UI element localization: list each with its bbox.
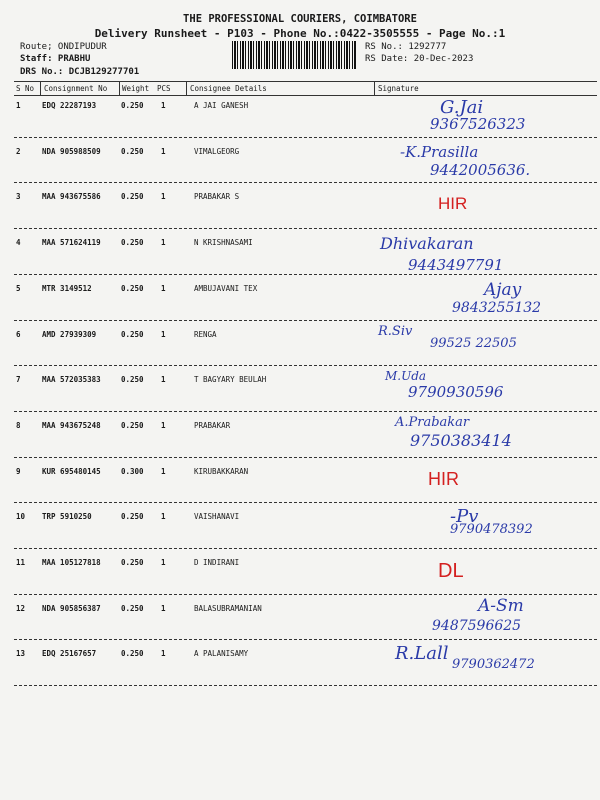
consignment-number: KUR 695480145 bbox=[42, 466, 101, 476]
signature-mark: A.Prabakar bbox=[395, 414, 470, 430]
col-header-weight: Weight bbox=[122, 84, 150, 93]
consignment-number: MAA 105127818 bbox=[42, 558, 101, 567]
route-label: Route; ONDIPUDUR bbox=[20, 42, 107, 52]
col-header-pcs: PCS bbox=[157, 84, 171, 93]
row-separator bbox=[14, 685, 597, 686]
col-header-sno: S No bbox=[16, 84, 35, 93]
col-divider bbox=[119, 82, 120, 95]
consignee-name: VAISHANAVI bbox=[194, 512, 240, 522]
consignee-name: PRABAKAR S bbox=[194, 192, 240, 202]
weight-value: 0.250 bbox=[121, 329, 144, 339]
signature-phone: 99525 22505 bbox=[430, 335, 517, 351]
serial-number: 7 bbox=[16, 375, 21, 385]
serial-number: 8 bbox=[16, 420, 21, 430]
header-bottom-rule bbox=[14, 95, 597, 96]
consignment-number: EDQ 22287193 bbox=[42, 101, 97, 110]
consignee-name: BALASUBRAMANIAN bbox=[194, 603, 262, 613]
row-separator bbox=[14, 457, 597, 458]
pcs-count: 1 bbox=[161, 466, 166, 476]
serial-number: 11 bbox=[16, 558, 26, 567]
row-separator bbox=[14, 274, 597, 275]
row-separator bbox=[14, 320, 597, 321]
weight-value: 0.250 bbox=[121, 649, 144, 659]
signature-mark: HIR bbox=[438, 194, 468, 214]
consignee-name: A PALANISAMY bbox=[194, 649, 249, 659]
consignment-number: NDA 905988509 bbox=[42, 146, 101, 156]
runsheet-subtitle: Delivery Runsheet - P103 - Phone No.:0422-3505555 - Page No.:1 bbox=[94, 27, 506, 40]
serial-number: 3 bbox=[16, 192, 21, 202]
signature-mark: HIR bbox=[428, 468, 459, 489]
consignment-number: MTR 3149512 bbox=[42, 283, 92, 293]
pcs-count: 1 bbox=[161, 558, 166, 567]
serial-number: 10 bbox=[16, 512, 26, 522]
col-divider bbox=[40, 82, 41, 95]
consignee-name: T BAGYARY BEULAH bbox=[194, 375, 267, 385]
consignment-number: MAA 572035383 bbox=[42, 375, 101, 385]
pcs-count: 1 bbox=[161, 192, 166, 202]
pcs-count: 1 bbox=[161, 649, 166, 659]
signature-phone: 9442005636. bbox=[430, 160, 531, 179]
weight-value: 0.250 bbox=[121, 420, 144, 430]
signature-phone: 9487596625 bbox=[432, 617, 522, 634]
weight-value: 0.250 bbox=[121, 238, 144, 248]
signature-mark: -Pv bbox=[450, 506, 479, 528]
consignee-name: A JAI GANESH bbox=[194, 101, 249, 110]
pcs-count: 1 bbox=[161, 101, 166, 110]
row-separator bbox=[14, 594, 597, 595]
signature-mark: A-Sm bbox=[478, 595, 524, 616]
weight-value: 0.250 bbox=[121, 603, 144, 613]
row-separator bbox=[14, 502, 597, 503]
pcs-count: 1 bbox=[161, 283, 166, 293]
col-divider bbox=[374, 82, 375, 95]
barcode bbox=[232, 41, 356, 69]
serial-number: 12 bbox=[16, 603, 26, 613]
row-separator bbox=[14, 365, 597, 366]
row-separator bbox=[14, 137, 597, 138]
pcs-count: 1 bbox=[161, 512, 166, 522]
col-header-signature: Signature bbox=[378, 84, 419, 93]
signature-mark: Dhivakaran bbox=[380, 234, 474, 254]
serial-number: 5 bbox=[16, 283, 21, 293]
weight-value: 0.250 bbox=[121, 283, 144, 293]
consignment-number: AMD 27939309 bbox=[42, 329, 97, 339]
pcs-count: 1 bbox=[161, 238, 166, 248]
pcs-count: 1 bbox=[161, 375, 166, 385]
pcs-count: 1 bbox=[161, 329, 166, 339]
weight-value: 0.250 bbox=[121, 512, 144, 522]
signature-phone: 9790362472 bbox=[452, 657, 535, 673]
serial-number: 13 bbox=[16, 649, 26, 659]
row-separator bbox=[14, 182, 597, 183]
consignee-name: AMBUJAVANI TEX bbox=[194, 283, 258, 293]
col-header-consignment: Consignment No bbox=[44, 84, 108, 93]
consignee-name: PRABAKAR bbox=[194, 420, 231, 430]
weight-value: 0.250 bbox=[121, 146, 144, 156]
consignee-name: VIMALGEORG bbox=[194, 146, 240, 156]
pcs-count: 1 bbox=[161, 146, 166, 156]
weight-value: 0.250 bbox=[121, 192, 144, 202]
serial-number: 6 bbox=[16, 329, 21, 339]
signature-mark: Ajay bbox=[484, 279, 522, 300]
serial-number: 4 bbox=[16, 238, 21, 248]
pcs-count: 1 bbox=[161, 420, 166, 430]
col-header-consignee: Consignee Details bbox=[190, 84, 267, 93]
row-separator bbox=[14, 411, 597, 412]
consignment-number: EDQ 25167657 bbox=[42, 649, 97, 659]
consignment-number: MAA 943675248 bbox=[42, 420, 101, 430]
signature-phone: 9750383414 bbox=[410, 430, 512, 450]
weight-value: 0.250 bbox=[121, 375, 144, 385]
serial-number: 2 bbox=[16, 146, 21, 156]
consignee-name: D INDIRANI bbox=[194, 558, 240, 567]
consignee-name: RENGA bbox=[194, 329, 217, 339]
rs-number: RS No.: 1292777 bbox=[365, 42, 447, 52]
signature-mark: G.Jai bbox=[440, 97, 484, 118]
signature-phone: 9367526323 bbox=[430, 115, 526, 133]
weight-value: 0.300 bbox=[121, 466, 144, 476]
row-separator bbox=[14, 228, 597, 229]
signature-phone: 9790478392 bbox=[450, 522, 533, 538]
consignment-number: NDA 905856387 bbox=[42, 603, 101, 613]
signature-phone: 9790930596 bbox=[408, 383, 504, 402]
consignment-number: MAA 571624119 bbox=[42, 238, 101, 248]
signature-mark: DL bbox=[438, 560, 464, 582]
company-title: THE PROFESSIONAL COURIERS, COIMBATORE bbox=[183, 13, 417, 25]
signature-mark: R.Lall bbox=[395, 643, 449, 665]
row-separator bbox=[14, 548, 597, 549]
consignee-name: N KRISHNASAMI bbox=[194, 238, 253, 248]
signature-mark: -K.Prasilla bbox=[400, 142, 479, 161]
row-separator bbox=[14, 639, 597, 640]
consignment-number: MAA 943675586 bbox=[42, 192, 101, 202]
weight-value: 0.250 bbox=[121, 558, 144, 567]
consignment-number: TRP 5910250 bbox=[42, 512, 92, 522]
serial-number: 9 bbox=[16, 466, 21, 476]
table-top-rule bbox=[14, 81, 597, 82]
signature-phone: 9443497791 bbox=[408, 256, 504, 275]
signature-phone: 9843255132 bbox=[452, 299, 542, 316]
staff-label: Staff: PRABHU bbox=[20, 54, 91, 64]
consignee-name: KIRUBAKKARAN bbox=[194, 466, 249, 476]
drs-number: DRS No.: DCJB129277701 bbox=[20, 67, 140, 77]
signature-mark: R.Siv bbox=[378, 323, 413, 339]
pcs-count: 1 bbox=[161, 603, 166, 613]
col-divider bbox=[186, 82, 187, 95]
weight-value: 0.250 bbox=[121, 101, 144, 110]
serial-number: 1 bbox=[16, 101, 21, 110]
rs-date: RS Date: 20-Dec-2023 bbox=[365, 54, 474, 64]
signature-mark: M.Uda bbox=[385, 369, 427, 384]
